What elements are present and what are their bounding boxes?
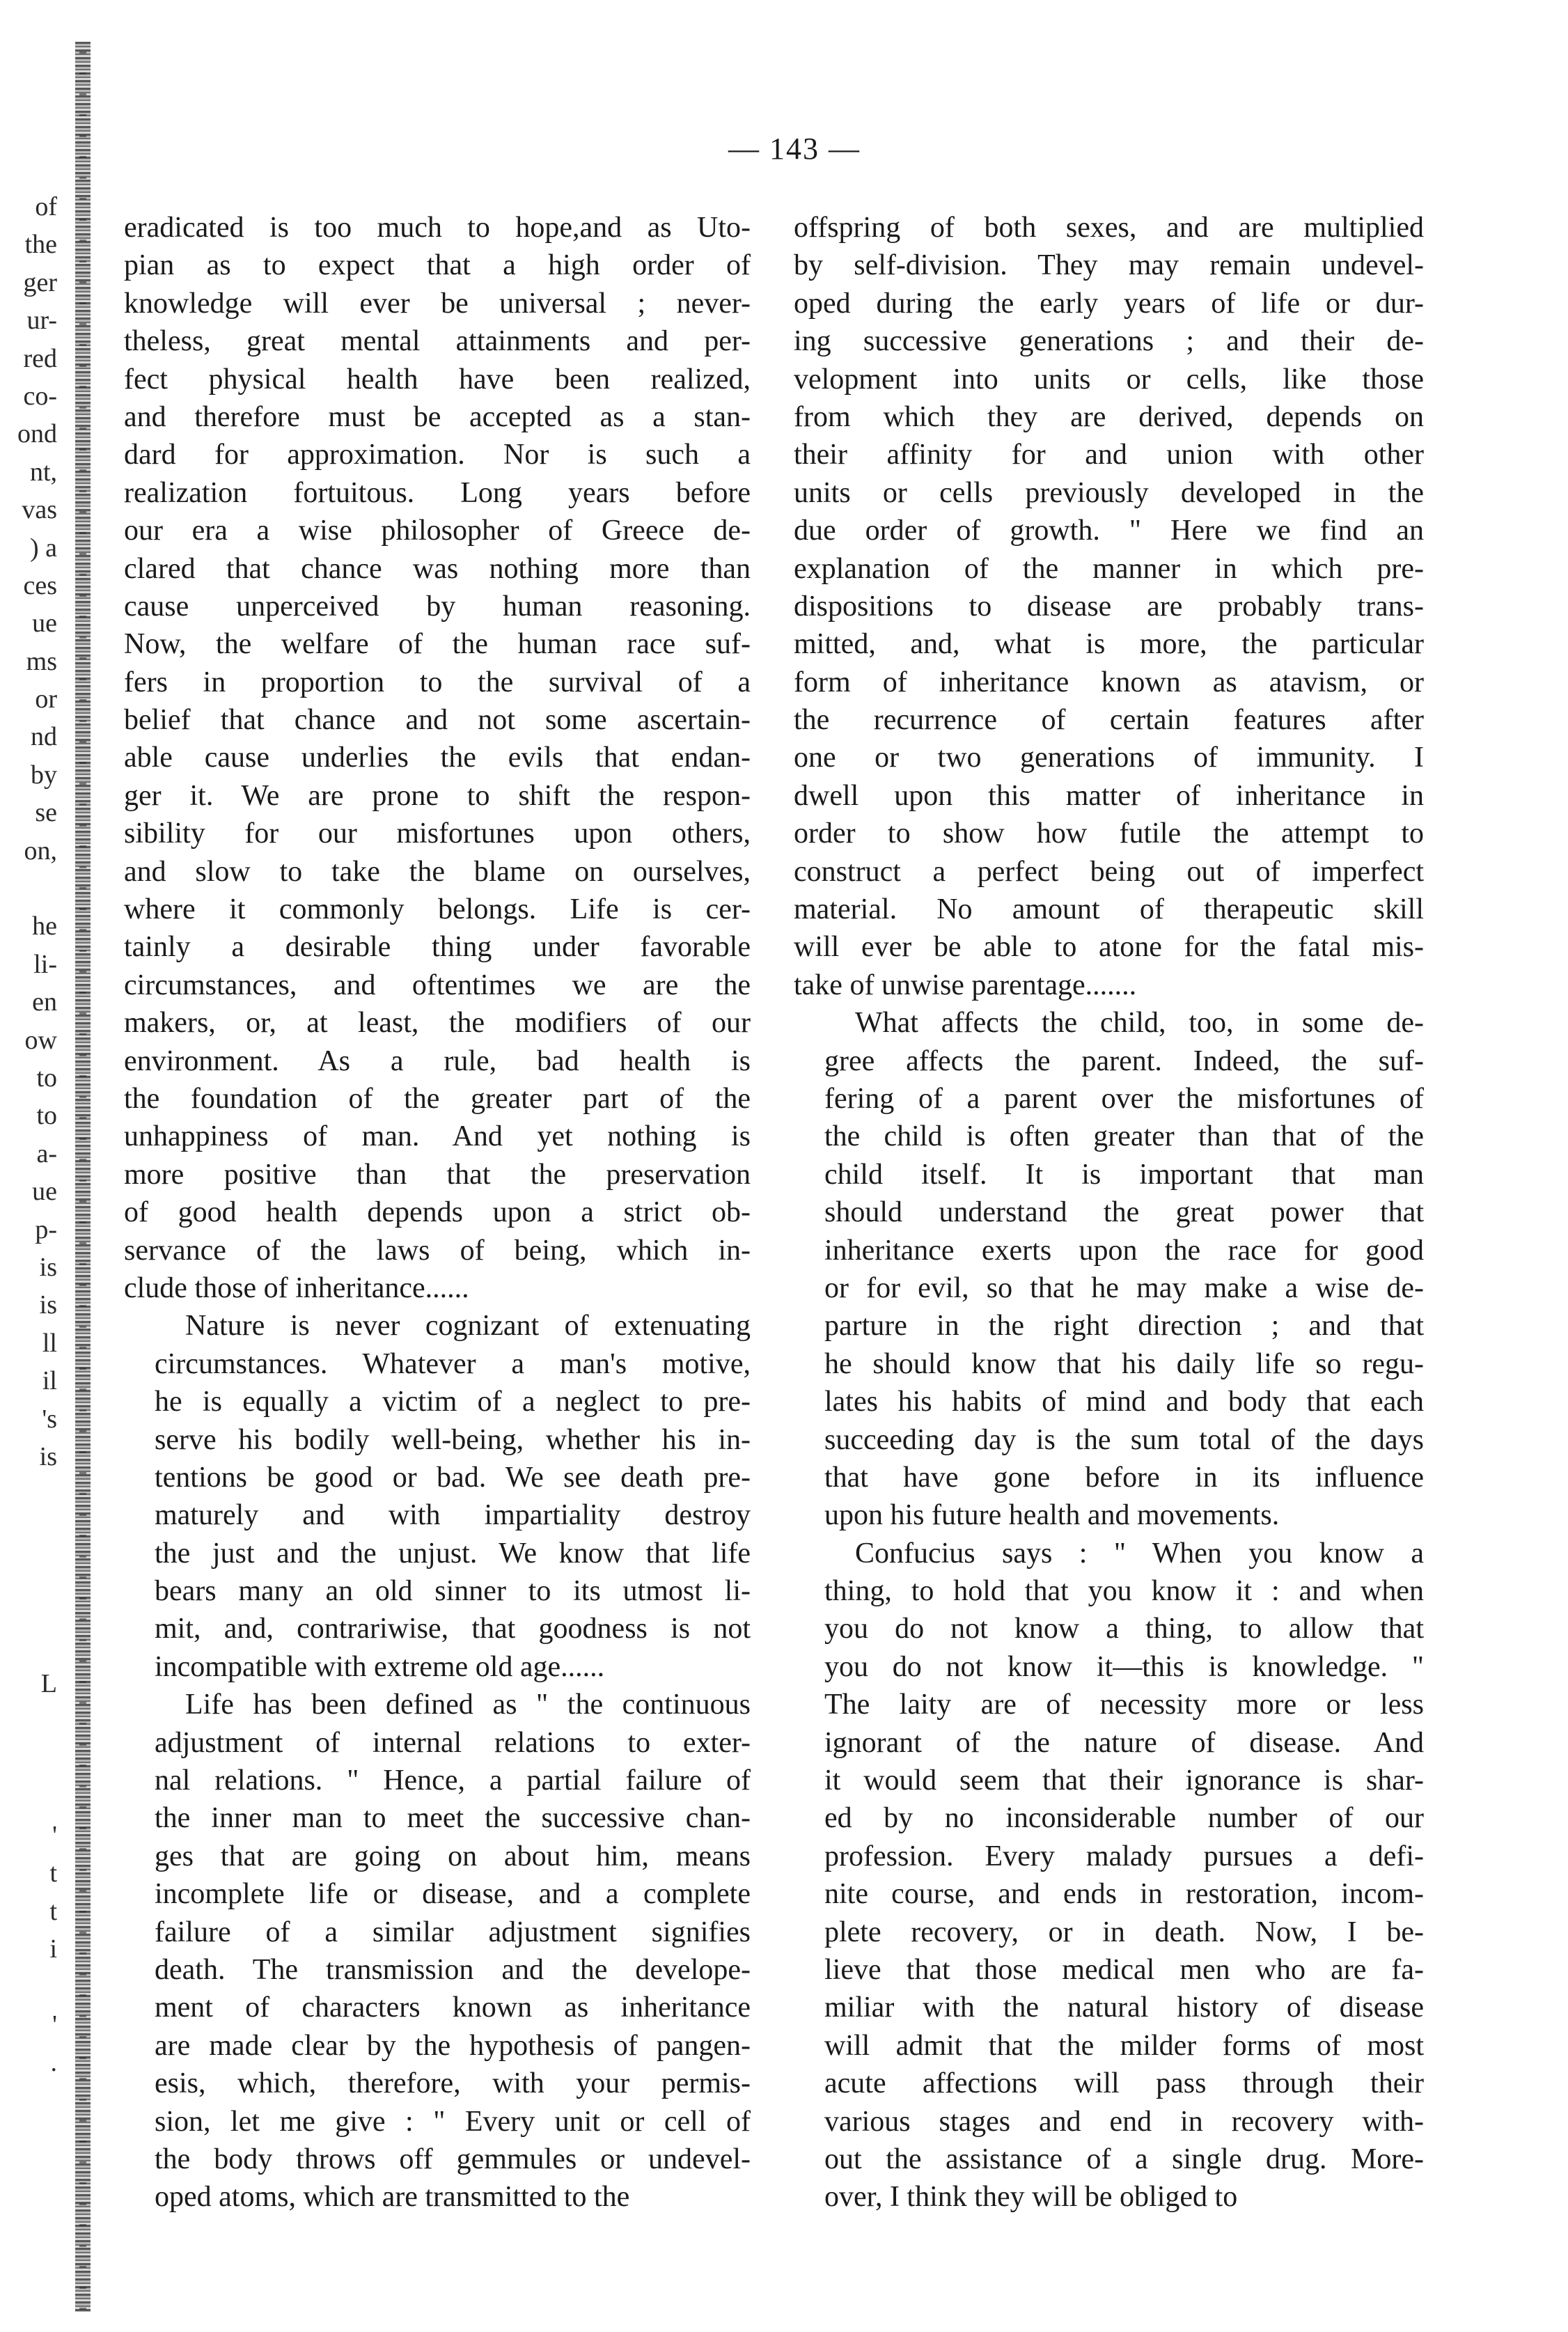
- text-line: Now, the welfare of the human race suf-: [124, 628, 751, 661]
- margin-fragment: ll: [42, 1328, 57, 1358]
- text-line: fers in proportion to the survival of a: [124, 666, 751, 698]
- margin-fragment: [0, 1589, 63, 1627]
- margin-fragment: ond: [17, 419, 57, 449]
- text-line: or for evil, so that he may make a wise de-: [824, 1271, 1424, 1304]
- margin-fragment: to: [36, 1101, 57, 1131]
- text-line: environment. As a rule, bad health is: [124, 1044, 751, 1077]
- paragraph: [124, 1307, 751, 1686]
- text-line: offspring of both sexes, and are multiplied: [794, 212, 1424, 244]
- text-line: he should know that his daily life so regu-: [824, 1347, 1424, 1380]
- margin-fragment: ger: [23, 267, 57, 297]
- text-line: due order of growth. " Here we find an: [794, 515, 1424, 547]
- text-line: sibility for our misfortunes upon others,: [124, 817, 751, 850]
- text-line: of good health depends upon a strict ob-: [124, 1196, 751, 1229]
- text-line: the inner man to meet the successive chan-: [155, 1802, 751, 1835]
- text-line: theless, great mental attainments and per-: [124, 325, 751, 358]
- text-line: units or cells previously developed in the: [794, 476, 1424, 509]
- text-line: where it commonly belongs. Life is cer-: [124, 893, 751, 926]
- text-line: fect physical health have been realized,: [124, 363, 751, 396]
- right-text-column: [794, 209, 1424, 2216]
- text-line: death. The transmission and the develope-: [155, 1953, 751, 1986]
- text-line: The laity are of necessity more or less: [824, 1689, 1424, 1721]
- text-line: failure of a similar adjustment signifies: [155, 1916, 751, 1948]
- binding-gutter: [75, 42, 91, 2312]
- margin-fragment: a-: [36, 1138, 57, 1168]
- text-line: oped during the early years of life or dur-: [794, 287, 1424, 320]
- margin-fragment: t: [49, 1896, 57, 1926]
- margin-fragment: by: [31, 760, 57, 790]
- text-line: tainly a desirable thing under favorable: [124, 931, 751, 964]
- text-line: more positive than that the preservation: [124, 1158, 751, 1191]
- text-line: ger it. We are prone to shift the respon-: [124, 779, 751, 812]
- margin-fragment: is: [39, 1441, 57, 1471]
- text-line: that have gone before in its influence: [824, 1461, 1424, 1494]
- text-line: the just and the unjust. We know that life: [155, 1537, 751, 1570]
- text-line: ges that are going on about him, means: [155, 1840, 751, 1872]
- margin-fragment: nt,: [29, 457, 57, 487]
- margin-fragment: [0, 1476, 63, 1513]
- text-line: serve his bodily well-being, whether his in-: [155, 1423, 751, 1456]
- text-line: are made clear by the hypothesis of pangen-: [155, 2029, 751, 2062]
- text-line: will ever be able to atone for the fatal mis-: [794, 931, 1424, 964]
- margin-fragment: ue: [32, 1177, 57, 1207]
- text-line: sion, let me give : " Every unit or cell of: [155, 2105, 751, 2138]
- text-line: will admit that the milder forms of most: [824, 2029, 1424, 2062]
- margin-fragment: [0, 1703, 63, 1741]
- text-line: order to show how futile the attempt to: [794, 817, 1424, 850]
- margin-fragment: [0, 1551, 63, 1589]
- text-line: construct a perfect being out of imperfect: [794, 855, 1424, 888]
- text-line: he is equally a victim of a neglect to pre-: [155, 1386, 751, 1418]
- text-line: gree affects the parent. Indeed, the suf-: [824, 1044, 1424, 1077]
- text-line: esis, which, therefore, with your permis-: [155, 2067, 751, 2100]
- text-line: one or two generations of immunity. I: [794, 742, 1424, 774]
- text-line: plete recovery, or in death. Now, I be-: [824, 1916, 1424, 1948]
- text-line: acute affections will pass through their: [824, 2067, 1424, 2100]
- text-line: circumstances, and oftentimes we are the: [124, 969, 751, 1001]
- text-line: inheritance exerts upon the race for good: [824, 1234, 1424, 1267]
- paragraph: [794, 1535, 1424, 2216]
- margin-fragment: 's: [42, 1404, 57, 1434]
- text-line: should understand the great power that: [824, 1196, 1424, 1229]
- text-line: Nature is never cognizant of extenuating: [185, 1310, 751, 1343]
- text-line: Confucius says : " When you know a: [855, 1537, 1424, 1570]
- text-line: nite course, and ends in restoration, incom-: [824, 1878, 1424, 1911]
- margin-fragment: [0, 870, 63, 907]
- text-line: nal relations. " Hence, a partial failure of: [155, 1764, 751, 1797]
- text-line: the body throws off gemmules or undevel-: [155, 2143, 751, 2175]
- margin-fragment: ces: [23, 570, 57, 600]
- paragraph: [794, 1004, 1424, 1534]
- text-line: velopment into units or cells, like those: [794, 363, 1424, 396]
- text-line: fering of a parent over the misfortunes of: [824, 1082, 1424, 1115]
- margin-fragment: to: [36, 1063, 57, 1093]
- text-line: material. No amount of therapeutic skill: [794, 893, 1424, 926]
- text-line: it would seem that their ignorance is shar-: [824, 1764, 1424, 1797]
- margin-fragment: nd: [31, 722, 57, 752]
- margin-fragment: ur-: [26, 306, 57, 336]
- text-line: dard for approximation. Nor is such a: [124, 439, 751, 471]
- text-line: bears many an old sinner to its utmost li-: [155, 1575, 751, 1608]
- text-line: ment of characters known as inheritance: [155, 1991, 751, 2024]
- text-line: over, I think they will be obliged to: [824, 2181, 1238, 2214]
- text-line: incomplete life or disease, and a complete: [155, 1878, 751, 1911]
- text-line: the foundation of the greater part of the: [124, 1082, 751, 1115]
- margin-fragment: ': [52, 1820, 57, 1850]
- margin-fragment: ue: [32, 609, 57, 639]
- text-line: thing, to hold that you know it : and when: [824, 1575, 1424, 1608]
- text-line: our era a wise philosopher of Greece de-: [124, 515, 751, 547]
- text-line: mitted, and, what is more, the particular: [794, 628, 1424, 661]
- text-line: maturely and with impartiality destroy: [155, 1499, 751, 1532]
- margin-fragment: [0, 1778, 63, 1816]
- text-line: form of inheritance known as atavism, or: [794, 666, 1424, 698]
- margin-fragment: red: [23, 343, 57, 373]
- text-line: you do not know it—this is knowledge. ": [824, 1650, 1424, 1683]
- previous-page-margin-fragments: [0, 188, 63, 2082]
- margin-fragment: on,: [24, 836, 57, 866]
- text-line: by self-division. They may remain undevel-: [794, 249, 1424, 282]
- text-line: ed by no inconsiderable number of our: [824, 1802, 1424, 1835]
- text-line: able cause underlies the evils that endan-: [124, 742, 751, 774]
- text-line: lates his habits of mind and body that each: [824, 1386, 1424, 1418]
- text-line: the child is often greater than that of the: [824, 1120, 1424, 1153]
- text-line: clude those of inheritance......: [124, 1271, 469, 1304]
- margin-fragment: [0, 1741, 63, 1778]
- text-line: knowledge will ever be universal ; never-: [124, 287, 751, 320]
- text-line: you do not know a thing, to allow that: [824, 1613, 1424, 1645]
- margin-fragment: he: [32, 911, 57, 941]
- paragraph: [124, 209, 751, 1307]
- margin-fragment: is: [39, 1290, 57, 1320]
- margin-fragment: vas: [22, 495, 57, 525]
- text-line: unhappiness of man. And yet nothing is: [124, 1120, 751, 1153]
- text-line: realization fortuitous. Long years before: [124, 476, 751, 509]
- margin-fragment: or: [35, 684, 57, 714]
- text-line: incompatible with extreme old age......: [155, 1650, 605, 1683]
- margin-fragment: of: [35, 192, 57, 221]
- text-line: eradicated is too much to hope,and as Uto-: [124, 212, 751, 244]
- margin-fragment: i: [49, 1934, 57, 1964]
- text-line: adjustment of internal relations to exter-: [155, 1726, 751, 1759]
- text-line: miliar with the natural history of disease: [824, 1991, 1424, 2024]
- margin-fragment: ) a: [29, 533, 57, 563]
- text-line: pian as to expect that a high order of: [124, 249, 751, 282]
- text-line: explanation of the manner in which pre-: [794, 552, 1424, 585]
- margin-fragment: ': [52, 2010, 57, 2040]
- text-line: lieve that those medical men who are fa-: [824, 1953, 1424, 1986]
- text-line: ing successive generations ; and their de-: [794, 325, 1424, 358]
- margin-fragment: [0, 1627, 63, 1665]
- text-line: mit, and, contrariwise, that goodness is not: [155, 1613, 751, 1645]
- text-line: dwell upon this matter of inheritance in: [794, 779, 1424, 812]
- text-line: and slow to take the blame on ourselves,: [124, 855, 751, 888]
- text-line: cause unperceived by human reasoning.: [124, 590, 751, 623]
- text-line: various stages and end in recovery with-: [824, 2105, 1424, 2138]
- margin-fragment: ms: [26, 646, 57, 676]
- margin-fragment: [0, 1514, 63, 1551]
- text-line: circumstances. Whatever a man's motive,: [155, 1347, 751, 1380]
- margin-fragment: t: [49, 1858, 57, 1888]
- text-line: succeeding day is the sum total of the days: [824, 1423, 1424, 1456]
- margin-fragment: L: [40, 1669, 57, 1699]
- margin-fragment: en: [32, 987, 57, 1017]
- text-line: the recurrence of certain features after: [794, 704, 1424, 737]
- text-line: belief that chance and not some ascertain-: [124, 704, 751, 737]
- text-line: oped atoms, which are transmitted to the: [155, 2181, 630, 2214]
- page-number: — 143 —: [728, 132, 861, 166]
- text-line: upon his future health and movements.: [824, 1499, 1280, 1532]
- margin-fragment: .: [50, 2048, 57, 2078]
- text-line: Life has been defined as " the continuous: [185, 1689, 751, 1721]
- margin-fragment: [0, 1968, 63, 2005]
- text-line: profession. Every malady pursues a defi-: [824, 1840, 1424, 1872]
- text-line: their affinity for and union with other: [794, 439, 1424, 471]
- left-text-column: [124, 209, 751, 2216]
- text-line: makers, or, at least, the modifiers of our: [124, 1007, 751, 1040]
- text-line: and therefore must be accepted as a stan-: [124, 400, 751, 433]
- text-line: parture in the right direction ; and that: [824, 1310, 1424, 1343]
- text-line: from which they are derived, depends on: [794, 400, 1424, 433]
- margin-fragment: li-: [33, 949, 57, 979]
- text-line: dispositions to disease are probably trans-: [794, 590, 1424, 623]
- text-line: What affects the child, too, in some de-: [855, 1007, 1424, 1040]
- paragraph: [124, 1686, 751, 2216]
- margin-fragment: co-: [23, 381, 57, 411]
- margin-fragment: se: [35, 798, 57, 828]
- margin-fragment: the: [24, 230, 57, 260]
- text-line: tentions be good or bad. We see death pre-: [155, 1461, 751, 1494]
- margin-fragment: p-: [35, 1214, 57, 1244]
- text-line: child itself. It is important that man: [824, 1158, 1424, 1191]
- text-line: ignorant of the nature of disease. And: [824, 1726, 1424, 1759]
- paragraph: [794, 209, 1424, 1004]
- text-line: servance of the laws of being, which in-: [124, 1234, 751, 1267]
- margin-fragment: is: [39, 1252, 57, 1282]
- text-line: take of unwise parentage.......: [794, 969, 1137, 1001]
- text-line: clared that chance was nothing more than: [124, 552, 751, 585]
- margin-fragment: il: [42, 1366, 57, 1396]
- margin-fragment: ow: [24, 1025, 57, 1055]
- text-line: out the assistance of a single drug. More-: [824, 2143, 1424, 2175]
